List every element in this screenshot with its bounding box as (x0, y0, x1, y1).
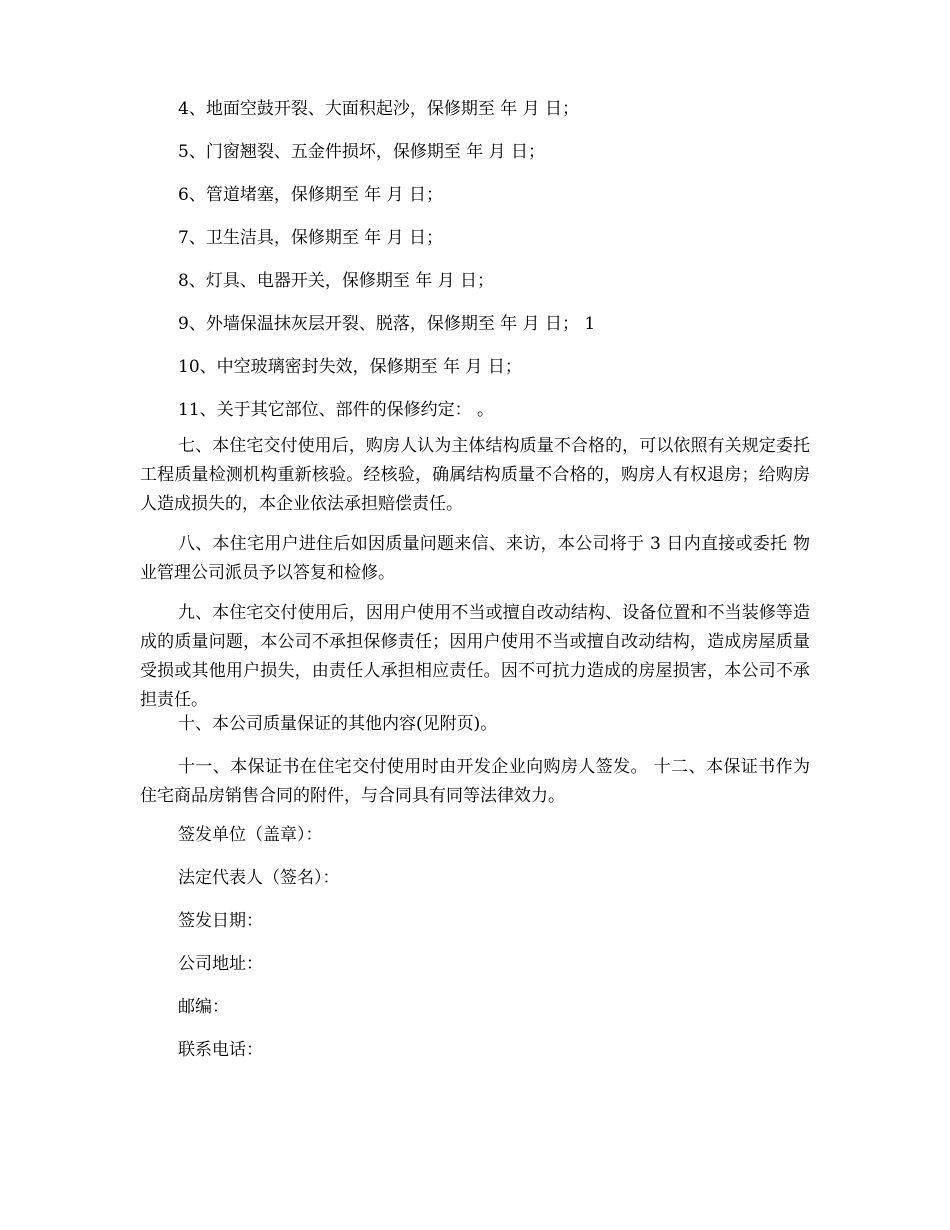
warranty-item-lighting: 8、灯具、电器开关，保修期至 年 月 日； (178, 271, 495, 291)
legal-rep-signature-label: 法定代表人（签名）： (178, 868, 340, 888)
warranty-item-pipes: 6、管道堵塞，保修期至 年 月 日； (178, 185, 444, 205)
phone-label: 联系电话： (178, 1040, 263, 1060)
issuer-seal-label: 签发单位（盖章）： (178, 825, 323, 845)
postcode-label: 邮编： (178, 997, 229, 1017)
company-address-label: 公司地址： (178, 954, 263, 974)
clause-eleven-twelve: 十一、本保证书在住宅交付使用时由开发企业向购房人签发。 十二、本保证书作为住宅商品房销售合同的附件，与合同具有同等法律效力。 (140, 757, 810, 806)
warranty-item-floor: 4、地面空鼓开裂、大面积起沙，保修期至 年 月 日； (178, 99, 580, 119)
warranty-item-doors-windows: 5、门窗翘裂、五金件损坏，保修期至 年 月 日； (178, 142, 546, 162)
issue-date-label: 签发日期： (178, 911, 263, 931)
warranty-item-sanitary: 7、卫生洁具，保修期至 年 月 日； (178, 228, 444, 248)
warranty-item-glass: 10、中空玻璃密封失效，保修期至 年 月 日； (178, 357, 522, 377)
warranty-item-other: 11、关于其它部位、部件的保修约定： 。 (178, 400, 495, 420)
clause-eight: 八、本住宅用户进住后如因质量问题来信、来访，本公司将于 3 日内直接或委托 物业管理公司派员予以答复和检修。 (140, 534, 810, 583)
warranty-item-exterior-wall: 9、外墙保温抹灰层开裂、脱落，保修期至 年 月 日； 1 (178, 314, 596, 334)
clause-nine: 九、本住宅交付使用后，因用户使用不当或擅自改动结构、设备位置和不当装修等造成的质量问题，本公司不承担保修责任；因用户使用不当或擅自改动结构，造成房屋质量受损或其他用户损失，由责任人承担相应责任。因不可抗力造成的房屋损害，本公司不承担责任。 (140, 603, 810, 710)
clause-ten: 十、本公司质量保证的其他内容(见附页)。 (178, 714, 498, 734)
clause-seven: 七、本住宅交付使用后，购房人认为主体结构质量不合格的，可以依照有关规定委托工程质量检测机构重新核验。经核验，确属结构质量不合格的，购房人有权退房；给购房人造成损失的，本企业依法承担赔偿责任。 (140, 436, 810, 514)
